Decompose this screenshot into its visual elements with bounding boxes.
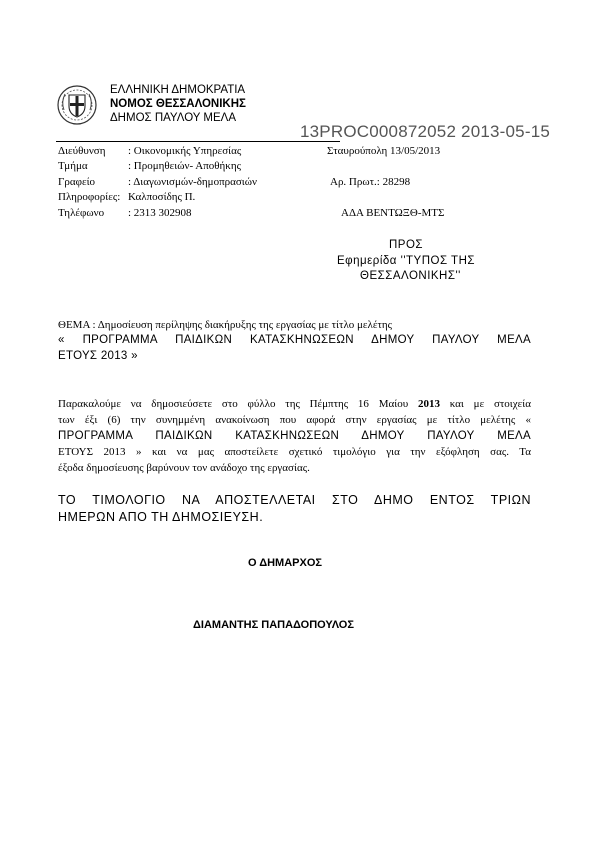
recipient-line2: ΘΕΣΣΑΛΟΝΙΚΗΣ'' — [360, 270, 461, 282]
header-prefecture: ΝΟΜΟΣ ΘΕΣΣΑΛΟΝΙΚΗΣ — [110, 98, 246, 110]
body-line3: ΠΡΟΓΡΑΜΜΑ ΠΑΙΔΙΚΩΝ ΚΑΤΑΣΚΗΝΩΣΕΩΝ ΔΗΜΟΥ ΠΑΥΛΟΥ ΜΕΛΑ — [58, 430, 531, 442]
body-line1-text: Παρακαλούμε να δημοσιεύσετε στο φύλλο της Πέμπτης 16 Μαίου — [58, 398, 409, 410]
subject-text: Δημοσίευση περίληψης διακήρυξης της εργασίας με τίτλο μελέτης — [95, 319, 393, 331]
greek-coat-of-arms-icon — [56, 84, 98, 126]
body-line1-year: 2013 — [417, 398, 440, 410]
info-label-phone: Τηλέφωνο — [58, 207, 105, 219]
info-value-directorate: : Οικονομικής Υπηρεσίας — [128, 145, 242, 157]
signature-role: Ο ΔΗΜΑΡΧΟΣ — [248, 557, 322, 569]
info-label-department: Τμήμα — [58, 160, 88, 172]
subject-title-line1: « ΠΡΟΓΡΑΜΜΑ ΠΑΙΔΙΚΩΝ ΚΑΤΑΣΚΗΝΩΣΕΩΝ ΔΗΜΟΥ ΠΑΥΛΟΥ ΜΕΛΑ — [58, 334, 531, 346]
document-reference-code: 13PROC000872052 2013-05-15 — [300, 122, 550, 141]
info-label-directorate: Διεύθυνση — [58, 145, 106, 157]
body-line4: ΕΤΟΥΣ 2013 » και να μας αποστείλετε σχετικό τιμολόγιο για την εξόφληση σας. Τα — [58, 446, 531, 458]
document-date: Σταυρούπολη 13/05/2013 — [327, 145, 441, 157]
header-municipality: ΔΗΜΟΣ ΠΑΥΛΟΥ ΜΕΛΑ — [110, 112, 237, 124]
body-line1-tail: και με στοιχεία — [449, 398, 531, 410]
body-line1 — [58, 398, 531, 410]
info-value-information: Καλποσίδης Π. — [128, 191, 196, 203]
info-label-office: Γραφείο — [58, 176, 96, 188]
recipient-line1: Εφημερίδα ''ΤΥΠΟΣ ΤΗΣ — [337, 255, 475, 267]
invoice-notice-line1: ΤΟ ΤΙΜΟΛΟΓΙΟ ΝΑ ΑΠΟΣΤΕΛΛΕΤΑΙ ΣΤΟ ΔΗΜΟ ΕΝΤΟΣ ΤΡΙΩΝ — [58, 493, 531, 507]
subject-line — [58, 319, 392, 331]
subject-title-line2: ΕΤΟΥΣ 2013 » — [58, 350, 138, 362]
header-country: ΕΛΛΗΝΙΚΗ ΔΗΜΟΚΡΑΤΙΑ — [110, 84, 246, 96]
info-value-office: : Διαγωνισμών-δημοπρασιών — [128, 176, 257, 188]
protocol-number: Αρ. Πρωτ.: 28298 — [330, 176, 411, 188]
body-line5: έξοδα δημοσίευσης βαρύνουν τον ανάδοχο της εργασίας. — [58, 462, 310, 474]
subject-label: ΘΕΜΑ : — [58, 319, 96, 331]
recipient-pros: ΠΡΟΣ — [389, 239, 424, 251]
signature-name: ΔΙΑΜΑΝΤΗΣ ΠΑΠΑΔΟΠΟΥΛΟΣ — [193, 619, 354, 631]
ada-code: ΑΔΑ ΒΕΝΤΩΞΘ-ΜΤΣ — [341, 207, 445, 219]
info-value-phone: : 2313 302908 — [128, 207, 192, 219]
body-line2: των έξι (6) την συνημμένη ανακοίνωση που αφορά στην εργασίας με τίτλο μελέτης « — [58, 414, 531, 426]
invoice-notice-line2: ΗΜΕΡΩΝ ΑΠΟ ΤΗ ΔΗΜΟΣΙΕΥΣΗ. — [58, 510, 264, 524]
info-label-information: Πληροφορίες: — [58, 191, 121, 203]
header-divider — [56, 141, 340, 142]
info-value-department: : Προμηθειών- Αποθήκης — [128, 160, 241, 172]
